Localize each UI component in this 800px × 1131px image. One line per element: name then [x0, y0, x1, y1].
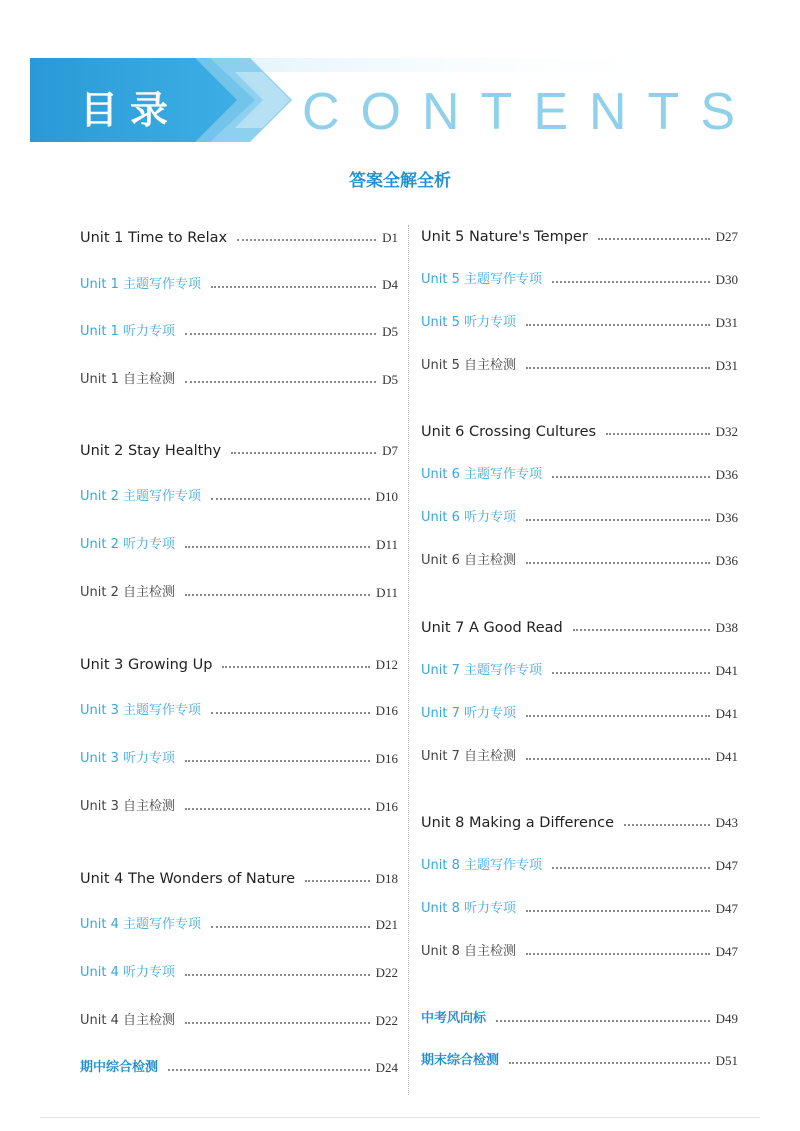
dot-leader — [211, 286, 376, 288]
toc-entry-unit1-writing[interactable] — [80, 274, 398, 296]
page-number: D16 — [375, 703, 398, 718]
toc-entry-unit2[interactable] — [80, 440, 398, 462]
toc-entry-unit7-writing[interactable] — [421, 660, 738, 682]
dot-leader — [168, 1069, 370, 1071]
toc-entry-unit2-listening[interactable] — [80, 534, 398, 556]
dot-leader — [526, 562, 710, 564]
toc-entry-unit5-selftest[interactable] — [421, 355, 738, 377]
entry-label: Unit 3 主题写作专项 — [80, 703, 201, 718]
dot-leader — [526, 953, 710, 955]
entry-label: Unit 5 Nature's Temper — [421, 229, 588, 245]
entry-label: Unit 8 Making a Difference — [421, 815, 615, 831]
toc-entry-unit4-selftest[interactable] — [80, 1010, 398, 1032]
page-number: D5 — [382, 324, 398, 339]
page-number: D43 — [715, 815, 738, 830]
entry-label: 中考风向标 — [421, 1011, 487, 1026]
toc-entry-unit4-writing[interactable] — [80, 914, 398, 936]
entry-label: Unit 4 自主检测 — [80, 1013, 175, 1028]
entry-label: Unit 6 Crossing Cultures — [421, 424, 597, 440]
dot-leader — [185, 760, 370, 762]
page-number: D36 — [715, 467, 738, 482]
page-number: D1 — [382, 230, 398, 245]
toc-entry-unit3-selftest[interactable] — [80, 796, 398, 818]
page-number: D49 — [715, 1011, 738, 1026]
toc-entry-unit5-listening[interactable] — [421, 312, 738, 334]
entry-label: Unit 4 主题写作专项 — [80, 917, 201, 932]
page-number: D22 — [375, 965, 398, 980]
page-number: D21 — [375, 917, 398, 932]
dot-leader — [552, 672, 710, 674]
toc-entry-unit3-writing[interactable] — [80, 700, 398, 722]
entry-label: Unit 2 主题写作专项 — [80, 489, 201, 504]
dot-leader — [185, 381, 376, 383]
page-number: D47 — [715, 858, 738, 873]
entry-label: Unit 3 自主检测 — [80, 799, 175, 814]
page-number: D10 — [375, 489, 398, 504]
entry-label: Unit 1 主题写作专项 — [80, 277, 201, 292]
page-number: D41 — [715, 663, 738, 678]
page-number: D41 — [715, 706, 738, 721]
page-number: D5 — [382, 372, 398, 387]
toc-entry-unit6[interactable] — [421, 421, 738, 443]
entry-label: 期中综合检测 — [80, 1060, 159, 1075]
column-divider — [408, 225, 409, 1095]
page-number: D12 — [375, 657, 398, 672]
page-number: D18 — [375, 871, 398, 886]
contents-title-cn: 目录 — [80, 88, 181, 132]
dot-leader — [606, 433, 710, 435]
toc-entry-final-test[interactable] — [421, 1050, 738, 1072]
toc-entry-unit1[interactable] — [80, 227, 398, 249]
entry-label: Unit 6 主题写作专项 — [421, 467, 542, 482]
toc-entry-unit8[interactable] — [421, 812, 738, 834]
toc-entry-unit2-selftest[interactable] — [80, 582, 398, 604]
page-number: D51 — [715, 1053, 738, 1068]
dot-leader — [496, 1020, 710, 1022]
page-number: D22 — [375, 1013, 398, 1028]
toc-entry-midterm-test[interactable] — [80, 1057, 398, 1079]
entry-label: Unit 7 主题写作专项 — [421, 663, 542, 678]
entry-label: Unit 8 自主检测 — [421, 944, 516, 959]
toc-entry-unit6-writing[interactable] — [421, 464, 738, 486]
page-number: D41 — [715, 749, 738, 764]
page-number: D7 — [382, 443, 398, 458]
contents-banner — [0, 0, 800, 160]
entry-label: Unit 7 听力专项 — [421, 706, 516, 721]
dot-leader — [185, 808, 370, 810]
page-bottom-rule — [40, 1117, 760, 1118]
toc-entry-unit1-listening[interactable] — [80, 321, 398, 343]
dot-leader — [185, 1022, 370, 1024]
page-number: D27 — [715, 229, 738, 244]
dot-leader — [231, 452, 376, 454]
dot-leader — [185, 594, 370, 596]
page-number: D30 — [715, 272, 738, 287]
toc-entry-unit6-listening[interactable] — [421, 507, 738, 529]
toc-entry-unit6-selftest[interactable] — [421, 550, 738, 572]
dot-leader — [624, 824, 710, 826]
entry-label: Unit 8 主题写作专项 — [421, 858, 542, 873]
contents-title-en: CONTENTS — [302, 83, 756, 141]
entry-label: Unit 2 自主检测 — [80, 585, 175, 600]
dot-leader — [509, 1062, 710, 1064]
page-number: D31 — [715, 358, 738, 373]
dot-leader — [526, 324, 710, 326]
page-number: D47 — [715, 901, 738, 916]
page-number: D31 — [715, 315, 738, 330]
entry-label: Unit 6 听力专项 — [421, 510, 516, 525]
entry-label: Unit 8 听力专项 — [421, 901, 516, 916]
dot-leader — [526, 519, 710, 521]
entry-label: Unit 5 主题写作专项 — [421, 272, 542, 287]
page-number: D36 — [715, 510, 738, 525]
entry-label: Unit 7 自主检测 — [421, 749, 516, 764]
dot-leader — [552, 867, 710, 869]
page-number: D32 — [715, 424, 738, 439]
toc-entry-unit4[interactable] — [80, 868, 398, 890]
entry-label: Unit 3 听力专项 — [80, 751, 175, 766]
toc-entry-unit4-listening[interactable] — [80, 962, 398, 984]
dot-leader — [552, 476, 710, 478]
page-number: D11 — [376, 537, 398, 552]
entry-label: Unit 2 Stay Healthy — [80, 443, 222, 459]
dot-leader — [552, 281, 710, 283]
dot-leader — [526, 910, 710, 912]
toc-entry-unit3[interactable] — [80, 654, 398, 676]
page-number: D24 — [375, 1060, 398, 1075]
page-number: D16 — [375, 799, 398, 814]
page-number: D38 — [715, 620, 738, 635]
entry-label: Unit 6 自主检测 — [421, 553, 516, 568]
dot-leader — [185, 546, 370, 548]
dot-leader — [211, 926, 370, 928]
entry-label: Unit 7 A Good Read — [421, 620, 563, 636]
entry-label: Unit 4 听力专项 — [80, 965, 175, 980]
toc-entry-unit3-listening[interactable] — [80, 748, 398, 770]
entry-label: Unit 1 Time to Relax — [80, 230, 228, 246]
page-number: D36 — [715, 553, 738, 568]
toc-entry-unit5-writing[interactable] — [421, 269, 738, 291]
dot-leader — [211, 712, 370, 714]
dot-leader — [185, 333, 376, 335]
toc-entry-unit7[interactable] — [421, 617, 738, 639]
dot-leader — [237, 239, 376, 241]
entry-label: Unit 1 自主检测 — [80, 372, 175, 387]
page-number: D47 — [715, 944, 738, 959]
dot-leader — [211, 498, 370, 500]
entry-label: Unit 5 听力专项 — [421, 315, 516, 330]
page-number: D16 — [375, 751, 398, 766]
page-number: D11 — [376, 585, 398, 600]
dot-leader — [526, 715, 710, 717]
dot-leader — [222, 666, 369, 668]
entry-label: 期末综合检测 — [421, 1053, 500, 1068]
toc-entry-unit8-selftest[interactable] — [421, 941, 738, 963]
dot-leader — [598, 238, 710, 240]
dot-leader — [526, 367, 710, 369]
section-subtitle: 答案全解全析 — [349, 171, 451, 191]
entry-label: Unit 4 The Wonders of Nature — [80, 871, 296, 887]
dot-leader — [526, 758, 710, 760]
dot-leader — [573, 629, 710, 631]
toc-entry-unit7-selftest[interactable] — [421, 746, 738, 768]
toc-entry-unit2-writing[interactable] — [80, 486, 398, 508]
toc-entry-unit8-writing[interactable] — [421, 855, 738, 877]
dot-leader — [185, 974, 370, 976]
entry-label: Unit 3 Growing Up — [80, 657, 213, 673]
entry-label: Unit 1 听力专项 — [80, 324, 175, 339]
toc-entry-zhongkao-trends[interactable] — [421, 1008, 738, 1030]
toc-entry-unit5[interactable] — [421, 226, 738, 248]
entry-label: Unit 2 听力专项 — [80, 537, 175, 552]
toc-entry-unit8-listening[interactable] — [421, 898, 738, 920]
toc-entry-unit7-listening[interactable] — [421, 703, 738, 725]
page-number: D4 — [382, 277, 398, 292]
entry-label: Unit 5 自主检测 — [421, 358, 516, 373]
dot-leader — [305, 880, 370, 882]
toc-entry-unit1-selftest[interactable] — [80, 369, 398, 391]
